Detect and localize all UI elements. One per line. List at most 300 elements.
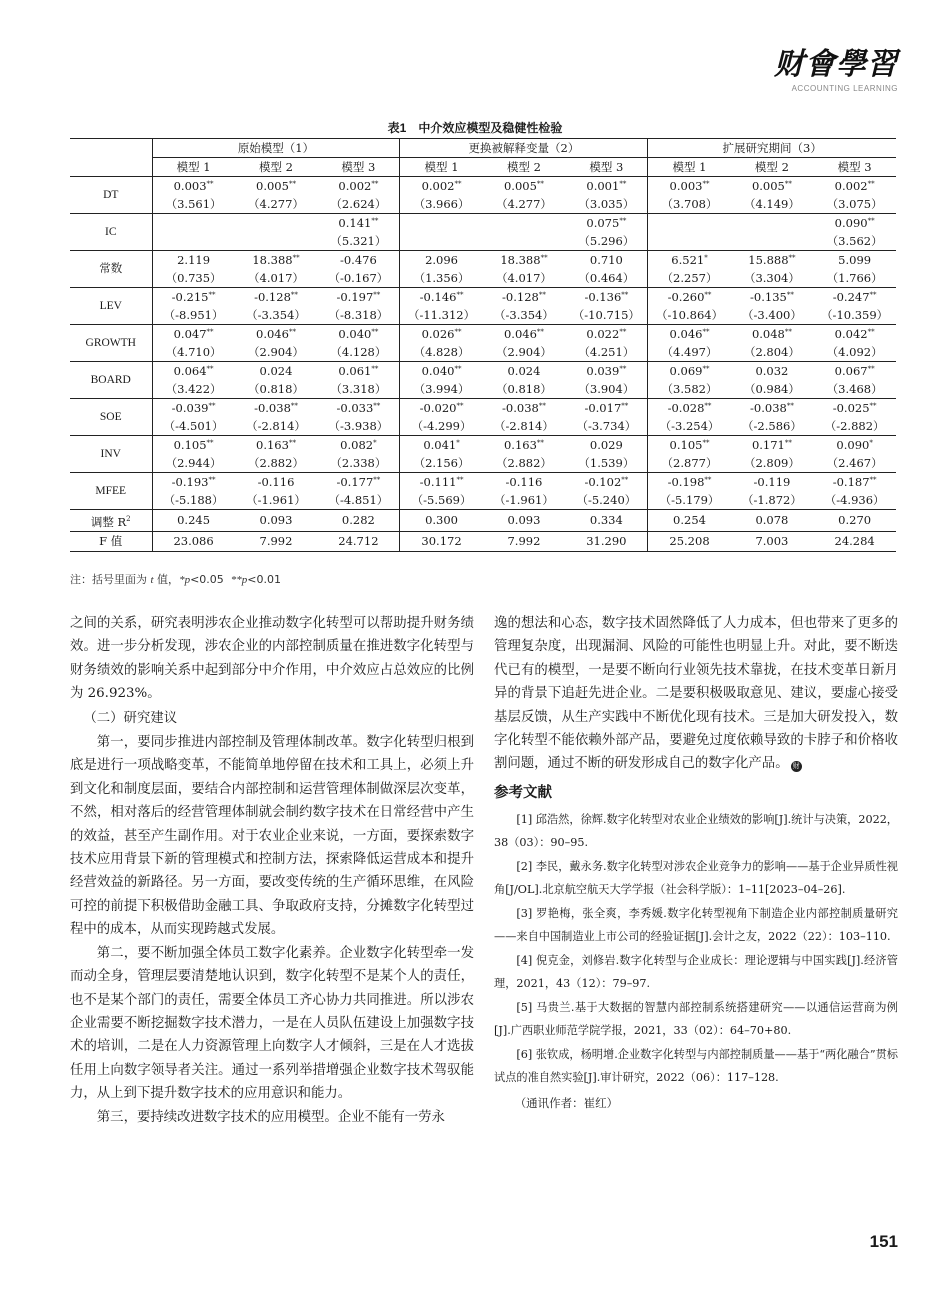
significance-stars: ** <box>702 328 710 336</box>
table-cell <box>483 325 566 362</box>
coefficient-value: -0.197 <box>336 290 374 304</box>
coefficient-value: 18.388 <box>500 253 541 267</box>
table-cell <box>648 288 731 325</box>
left-column <box>70 612 474 1129</box>
coefficient <box>565 436 647 454</box>
coefficient-value: 0.141 <box>338 216 372 230</box>
table-title: 表1 中介效应模型及稳健性检验 <box>387 121 563 135</box>
t-statistic: （-1.961） <box>494 493 554 507</box>
coefficient-value: 0.026 <box>421 327 455 341</box>
significance-stars: ** <box>456 402 464 410</box>
variable-name <box>70 510 152 532</box>
note-mid: 值， <box>153 573 180 586</box>
coefficient <box>235 325 318 343</box>
table-row <box>70 251 896 288</box>
table-cell <box>483 436 566 473</box>
f-value: 30.172 <box>400 531 483 551</box>
t-statistic: （2.338） <box>330 456 387 470</box>
coefficient <box>400 325 482 343</box>
coefficient <box>235 436 318 454</box>
table-cell <box>731 251 814 288</box>
coefficient-value: 0.040 <box>338 327 372 341</box>
coefficient <box>813 399 896 417</box>
significance-stars: ** <box>456 291 464 299</box>
r2-value: 0.334 <box>565 510 648 532</box>
note-t: t <box>150 574 154 586</box>
coefficient <box>153 399 235 417</box>
significance-stars: ** <box>536 328 544 336</box>
journal-name-en: ACCOUNTING LEARNING <box>791 84 898 93</box>
significance-stars: ** <box>867 217 875 225</box>
coefficient <box>813 325 896 343</box>
table-cell <box>317 251 400 288</box>
variable-name: LEV <box>70 288 152 325</box>
coefficient-value: 0.061 <box>338 364 372 378</box>
coefficient <box>731 436 814 454</box>
r2-label: 调整 R <box>90 514 127 529</box>
table-cell <box>813 251 896 288</box>
coefficient <box>153 177 235 195</box>
model-header: 模型 1 <box>400 158 483 177</box>
coefficient <box>813 436 896 454</box>
t-statistic: （3.966） <box>413 197 470 211</box>
table-cell <box>813 177 896 214</box>
coefficient <box>731 177 814 195</box>
t-statistic: （3.304） <box>743 271 800 285</box>
significance-stars: ** <box>619 328 627 336</box>
t-statistic: （1.766） <box>826 271 883 285</box>
significance-stars: ** <box>371 365 379 373</box>
variable-name: INV <box>70 436 152 473</box>
coefficient <box>317 473 399 491</box>
t-statistic: （2.904） <box>495 345 552 359</box>
note-p1-value: <0.05 <box>190 573 224 586</box>
table-cell <box>317 214 400 251</box>
t-statistic: （3.035） <box>578 197 635 211</box>
table-row <box>70 510 896 532</box>
coefficient-value: -0.215 <box>171 290 209 304</box>
table-cell <box>317 362 400 399</box>
t-statistic: （1.539） <box>578 456 635 470</box>
table-cell <box>483 288 566 325</box>
table-cell <box>152 473 235 510</box>
coefficient <box>648 473 730 491</box>
table-cell <box>317 288 400 325</box>
t-statistic: （-2.814） <box>494 419 554 433</box>
coefficient-value: 2.096 <box>425 253 459 267</box>
coefficient <box>648 399 730 417</box>
significance-stars: ** <box>788 254 796 262</box>
f-value: 24.712 <box>317 531 400 551</box>
coefficient <box>483 473 566 491</box>
table-cell <box>648 251 731 288</box>
significance-stars: ** <box>621 476 629 484</box>
coefficient-value: 0.046 <box>669 327 703 341</box>
section-heading: （二）研究建议 <box>83 710 178 726</box>
table-row <box>70 177 896 214</box>
coefficient <box>731 399 814 417</box>
t-statistic: （1.356） <box>413 271 470 285</box>
coefficient-value: -0.038 <box>254 401 291 415</box>
significance-stars: ** <box>786 291 794 299</box>
coefficient <box>565 251 647 269</box>
table-cell <box>152 362 235 399</box>
coefficient-value: 5.099 <box>838 253 872 267</box>
table-cell <box>813 325 896 362</box>
table-cell <box>235 325 318 362</box>
coefficient <box>483 288 566 306</box>
coefficient-value: -0.038 <box>502 401 539 415</box>
f-value: 25.208 <box>648 531 731 551</box>
coefficient <box>813 251 896 269</box>
table-cell <box>565 214 648 251</box>
coefficient-value: 0.710 <box>589 253 623 267</box>
significance-stars: ** <box>454 180 462 188</box>
coefficient <box>813 362 896 380</box>
coefficient <box>483 436 566 454</box>
reference-item: [6] 张钦成，杨明增.企业数字化转型与内部控制质量——基于“两化融合”贯标试点的准自然实验[J].审计研究，2022（06）：117–128. <box>494 1047 898 1085</box>
table-cell <box>813 473 896 510</box>
table-cell <box>400 288 483 325</box>
coefficient-value: 0.003 <box>669 179 703 193</box>
t-statistic: （4.251） <box>578 345 635 359</box>
coefficient <box>400 177 482 195</box>
coefficient <box>317 399 399 417</box>
significance-stars: ** <box>702 365 710 373</box>
t-statistic: （-8.318） <box>328 308 389 322</box>
t-statistic: （3.318） <box>330 382 387 396</box>
table-cell <box>400 251 483 288</box>
table-row <box>70 473 896 510</box>
coefficient-value: 0.046 <box>503 327 537 341</box>
table-cell <box>317 325 400 362</box>
coefficient <box>317 362 399 380</box>
note-p2-value: <0.01 <box>247 573 281 586</box>
t-statistic: （2.877） <box>661 456 718 470</box>
coefficient <box>235 288 318 306</box>
coefficient <box>813 473 896 491</box>
table-cell <box>483 177 566 214</box>
group-header: 更换被解释变量（2） <box>400 139 648 158</box>
table-cell <box>235 436 318 473</box>
f-value: 7.992 <box>483 531 566 551</box>
t-statistic: （3.468） <box>826 382 883 396</box>
t-statistic: （-4.851） <box>328 493 389 507</box>
t-statistic: （-3.354） <box>246 308 306 322</box>
coefficient <box>648 251 730 269</box>
significance-stars: ** <box>288 439 296 447</box>
coefficient-value: -0.198 <box>667 475 705 489</box>
table-cell <box>483 473 566 510</box>
significance-stars: ** <box>288 328 296 336</box>
f-value: 23.086 <box>152 531 235 551</box>
coefficient <box>731 473 814 491</box>
coefficient <box>731 362 814 380</box>
table-cell <box>731 362 814 399</box>
table-cell <box>648 436 731 473</box>
coefficient <box>317 214 399 232</box>
note-p2: **p <box>230 574 248 586</box>
table-cell <box>235 288 318 325</box>
t-statistic: （4.277） <box>495 197 552 211</box>
coefficient-value: 2.119 <box>177 253 211 267</box>
group-header: 扩展研究期间（3） <box>648 139 896 158</box>
paragraph: 第一，要同步推进内部控制及管理体制改革。数字化转型归根到底是进行一项战略变革，不能简单地停留在技术和工具上，必须上升到文化和制度层面，要结合内部控制和运营管理体制做深层次变革，不然，相对落后的经营管理体制就会制约数字技术在日常经营中产生的效益，甚至产生副作用。对于农业企业来说，一方面，要探索数字技术应用背景下新的管理模式和控制方法，探索降低运营成本和提升经营效益的新路径。另一方面，要改变传统的生产循环思维，在风险可控的前提下积极借助金融工具、争取政府支持，分摊数字化转型过程中的成本，从而实现跨越式发展。 <box>70 735 474 938</box>
reference-list <box>494 808 898 1090</box>
significance-stars: ** <box>206 365 214 373</box>
table-row <box>70 362 896 399</box>
table-cell <box>731 399 814 436</box>
r2-value: 0.300 <box>400 510 483 532</box>
coefficient <box>317 251 399 269</box>
table-cell <box>813 436 896 473</box>
t-statistic: （2.624） <box>330 197 387 211</box>
table-cell <box>152 251 235 288</box>
significance-stars: ** <box>454 365 462 373</box>
significance-stars: ** <box>536 439 544 447</box>
table-cell <box>731 325 814 362</box>
table-cell <box>731 288 814 325</box>
coefficient <box>153 325 235 343</box>
significance-stars: ** <box>869 402 877 410</box>
significance-stars: * <box>704 254 708 262</box>
coefficient-value: 0.002 <box>421 179 455 193</box>
significance-stars: ** <box>621 291 629 299</box>
table-cell <box>483 251 566 288</box>
t-statistic: （3.075） <box>826 197 883 211</box>
t-statistic: （-3.734） <box>576 419 637 433</box>
table-cell <box>400 362 483 399</box>
coefficient-value: 0.090 <box>836 438 870 452</box>
coefficient-value: 0.001 <box>586 179 620 193</box>
coefficient-value: -0.260 <box>667 290 705 304</box>
significance-stars: ** <box>702 180 710 188</box>
coefficient-value: 0.067 <box>834 364 868 378</box>
significance-stars: ** <box>206 328 214 336</box>
significance-stars: * <box>373 439 377 447</box>
table-cell <box>152 436 235 473</box>
coefficient-value: 0.082 <box>340 438 374 452</box>
coefficient-value: -0.128 <box>502 290 539 304</box>
variable-name: GROWTH <box>70 325 152 362</box>
coefficient-value: 0.105 <box>173 438 207 452</box>
t-statistic: （4.149） <box>743 197 800 211</box>
t-statistic: （3.582） <box>661 382 718 396</box>
t-statistic: （-4.936） <box>824 493 885 507</box>
table-cell <box>152 399 235 436</box>
group-header: 原始模型（1） <box>152 139 400 158</box>
significance-stars: ** <box>867 365 875 373</box>
coefficient <box>153 473 235 491</box>
coefficient-value: -0.476 <box>339 253 377 267</box>
reference-item: [4] 倪克金，刘修岩.数字化转型与企业成长：理论逻辑与中国实践[J].经济管理，2021，43（12）：79–97. <box>494 953 898 991</box>
table-cell <box>483 214 566 251</box>
table-cell <box>565 177 648 214</box>
coefficient-value: -0.116 <box>257 475 295 489</box>
coefficient-value: 0.029 <box>589 438 623 452</box>
coefficient-value: -0.102 <box>584 475 622 489</box>
coefficient <box>648 325 730 343</box>
coefficient <box>565 325 647 343</box>
table-cell <box>731 436 814 473</box>
model-header: 模型 2 <box>483 158 566 177</box>
table-row <box>70 325 896 362</box>
t-statistic: （-8.951） <box>163 308 224 322</box>
model-header: 模型 3 <box>565 158 648 177</box>
r2-value: 0.078 <box>731 510 814 532</box>
model-header: 模型 2 <box>235 158 318 177</box>
article-end-icon: 财 <box>792 762 800 771</box>
coefficient-value: 6.521 <box>671 253 705 267</box>
reference-item: [2] 李民，戴永务.数字化转型对涉农企业竞争力的影响——基于企业异质性视角[J/OL].北京航空航天大学学报（社会科学版）：1–11[2023–04–26]. <box>494 859 898 897</box>
paragraph: 之间的关系，研究表明涉农企业推动数字化转型可以帮助提升财务绩效。进一步分析发现，涉农企业的内部控制质量在推进数字化转型与财务绩效的影响关系中起到部分中介作用，中介效应占总效应的比例为 26.923%。 <box>70 616 474 702</box>
t-statistic: （-5.188） <box>163 493 224 507</box>
coefficient-value: 18.388 <box>252 253 293 267</box>
t-statistic: （2.882） <box>248 456 304 470</box>
r2-value: 0.245 <box>152 510 235 532</box>
table-cell <box>483 362 566 399</box>
coefficient-value: 0.024 <box>507 364 541 378</box>
coefficient <box>565 399 647 417</box>
t-statistic: （-5.179） <box>659 493 720 507</box>
significance-stars: ** <box>619 365 627 373</box>
coefficient-value: -0.020 <box>419 401 457 415</box>
table-cell <box>565 362 648 399</box>
t-statistic: （4.710） <box>165 345 222 359</box>
significance-stars: ** <box>784 439 792 447</box>
t-statistic: （4.828） <box>413 345 470 359</box>
coefficient <box>153 362 235 380</box>
table-cell <box>813 214 896 251</box>
table-cell <box>317 177 400 214</box>
paragraph-text: 逸的想法和心态，数字技术固然降低了人力成本，但也带来了更多的管理复杂度，出现漏洞、风险的可能性也明显上升。对此，要不断迭代已有的模型，一是要不断向行业领先技术靠拢，在技术变革日新月异的背景下追赶先进企业。二是要积极吸取意见、建议，要虚心接受基层反馈，从生产实践中不断优化现有技术。三是加大研发投入，数字化转型不能依赖外部产品，要避免过度依赖导致的卡脖子和价格收割问题，通过不断的研发形成自己的数字化产品。 <box>494 616 898 772</box>
model-header: 模型 1 <box>152 158 235 177</box>
coefficient-value: 0.048 <box>751 327 785 341</box>
coefficient <box>813 288 896 306</box>
t-statistic: （3.904） <box>578 382 635 396</box>
t-statistic: （-1.961） <box>246 493 306 507</box>
r2-value: 0.254 <box>648 510 731 532</box>
coefficient <box>235 177 318 195</box>
coefficient <box>317 288 399 306</box>
table-cell <box>565 473 648 510</box>
journal-logo <box>774 48 898 93</box>
significance-stars: ** <box>206 180 214 188</box>
coefficient-value: 0.039 <box>586 364 620 378</box>
significance-stars: ** <box>373 291 381 299</box>
note-prefix: 注：括号里面为 <box>70 573 151 586</box>
coefficient-value: -0.247 <box>832 290 870 304</box>
t-statistic: （4.497） <box>661 345 718 359</box>
coefficient-value: 0.005 <box>503 179 537 193</box>
table-cell <box>731 177 814 214</box>
significance-stars: ** <box>371 328 379 336</box>
t-statistic: （2.944） <box>165 456 222 470</box>
table-cell <box>152 214 235 251</box>
table-cell <box>317 436 400 473</box>
variable-name: SOE <box>70 399 152 436</box>
coefficient-value: -0.119 <box>753 475 791 489</box>
t-statistic: （-3.354） <box>494 308 554 322</box>
coefficient <box>400 362 482 380</box>
table-cell <box>483 399 566 436</box>
t-statistic: （-4.299） <box>411 419 472 433</box>
reference-item: [5] 马贵兰.基于大数据的智慧内部控制系统搭建研究——以通信运营商为例[J].广西职业师范学院学报，2021，33（02）：64–70+80. <box>494 1000 898 1038</box>
results-table <box>70 138 896 552</box>
coefficient <box>400 399 482 417</box>
table-cell <box>731 473 814 510</box>
coefficient <box>648 177 730 195</box>
coefficient <box>483 399 566 417</box>
table-row <box>70 399 896 436</box>
table-cell <box>235 399 318 436</box>
paragraph: 第二，要不断加强全体员工数字化素养。企业数字化转型牵一发而动全身，管理层要清楚地认识到，数字化转型不是某个人的责任，也不是某个部门的责任，需要全体员工齐心协力共同推进。所以涉农企业需要不断挖掘数字技术潜力，一是在人员队伍建设上加强数字技术的培训，二是在人力资源管理上向数字人才倾斜，三是在人才选拔任用上向数字领导者关注。通过一系列举措增强企业数字技术驾驭能力，从上到下提升数字技术的应用意识和能力。 <box>70 945 474 1102</box>
coefficient <box>731 288 814 306</box>
coefficient <box>153 288 235 306</box>
table-cell <box>235 251 318 288</box>
t-statistic: （0.984） <box>743 382 800 396</box>
coefficient <box>400 251 482 269</box>
coefficient-value: -0.028 <box>667 401 705 415</box>
coefficient <box>317 436 399 454</box>
t-statistic: （-1.872） <box>742 493 802 507</box>
coefficient-value: -0.128 <box>254 290 291 304</box>
variable-name: DT <box>70 177 152 214</box>
coefficient <box>235 399 318 417</box>
variable-name: 常数 <box>70 251 152 288</box>
t-statistic: （-5.569） <box>411 493 472 507</box>
table-row <box>70 288 896 325</box>
coefficient-value: 0.069 <box>669 364 703 378</box>
page-number: 151 <box>869 1232 898 1251</box>
coefficient-value: -0.136 <box>584 290 622 304</box>
coefficient <box>153 251 235 269</box>
paragraph <box>494 612 898 776</box>
coefficient-value: 0.075 <box>586 216 620 230</box>
coefficient <box>813 214 896 232</box>
significance-stars: ** <box>784 328 792 336</box>
table-cell <box>813 288 896 325</box>
significance-stars: ** <box>371 217 379 225</box>
coefficient <box>483 177 566 195</box>
coefficient <box>813 177 896 195</box>
coefficient <box>400 436 482 454</box>
table-cell <box>317 473 400 510</box>
coefficient-value: 0.022 <box>586 327 620 341</box>
table-cell <box>235 177 318 214</box>
coefficient <box>317 325 399 343</box>
coefficient-value: 0.042 <box>834 327 868 341</box>
table-cell <box>648 399 731 436</box>
coefficient-value: 0.005 <box>256 179 289 193</box>
coefficient <box>153 436 235 454</box>
coefficient-value: 0.047 <box>173 327 207 341</box>
t-statistic: （4.128） <box>330 345 387 359</box>
significance-stars: ** <box>786 402 794 410</box>
t-statistic: （-2.882） <box>824 419 885 433</box>
coefficient <box>317 177 399 195</box>
paragraph: 第三，要持续改进数字技术的应用模型。企业不能有一劳永 <box>96 1109 445 1125</box>
coefficient-value: -0.038 <box>750 401 787 415</box>
coefficient <box>565 473 647 491</box>
significance-stars: ** <box>288 180 296 188</box>
t-statistic: （5.296） <box>578 234 635 248</box>
table-cell <box>648 362 731 399</box>
coefficient-value: -0.111 <box>419 475 457 489</box>
model-header: 模型 1 <box>648 158 731 177</box>
t-statistic: （2.809） <box>743 456 800 470</box>
t-statistic: （4.017） <box>248 271 304 285</box>
